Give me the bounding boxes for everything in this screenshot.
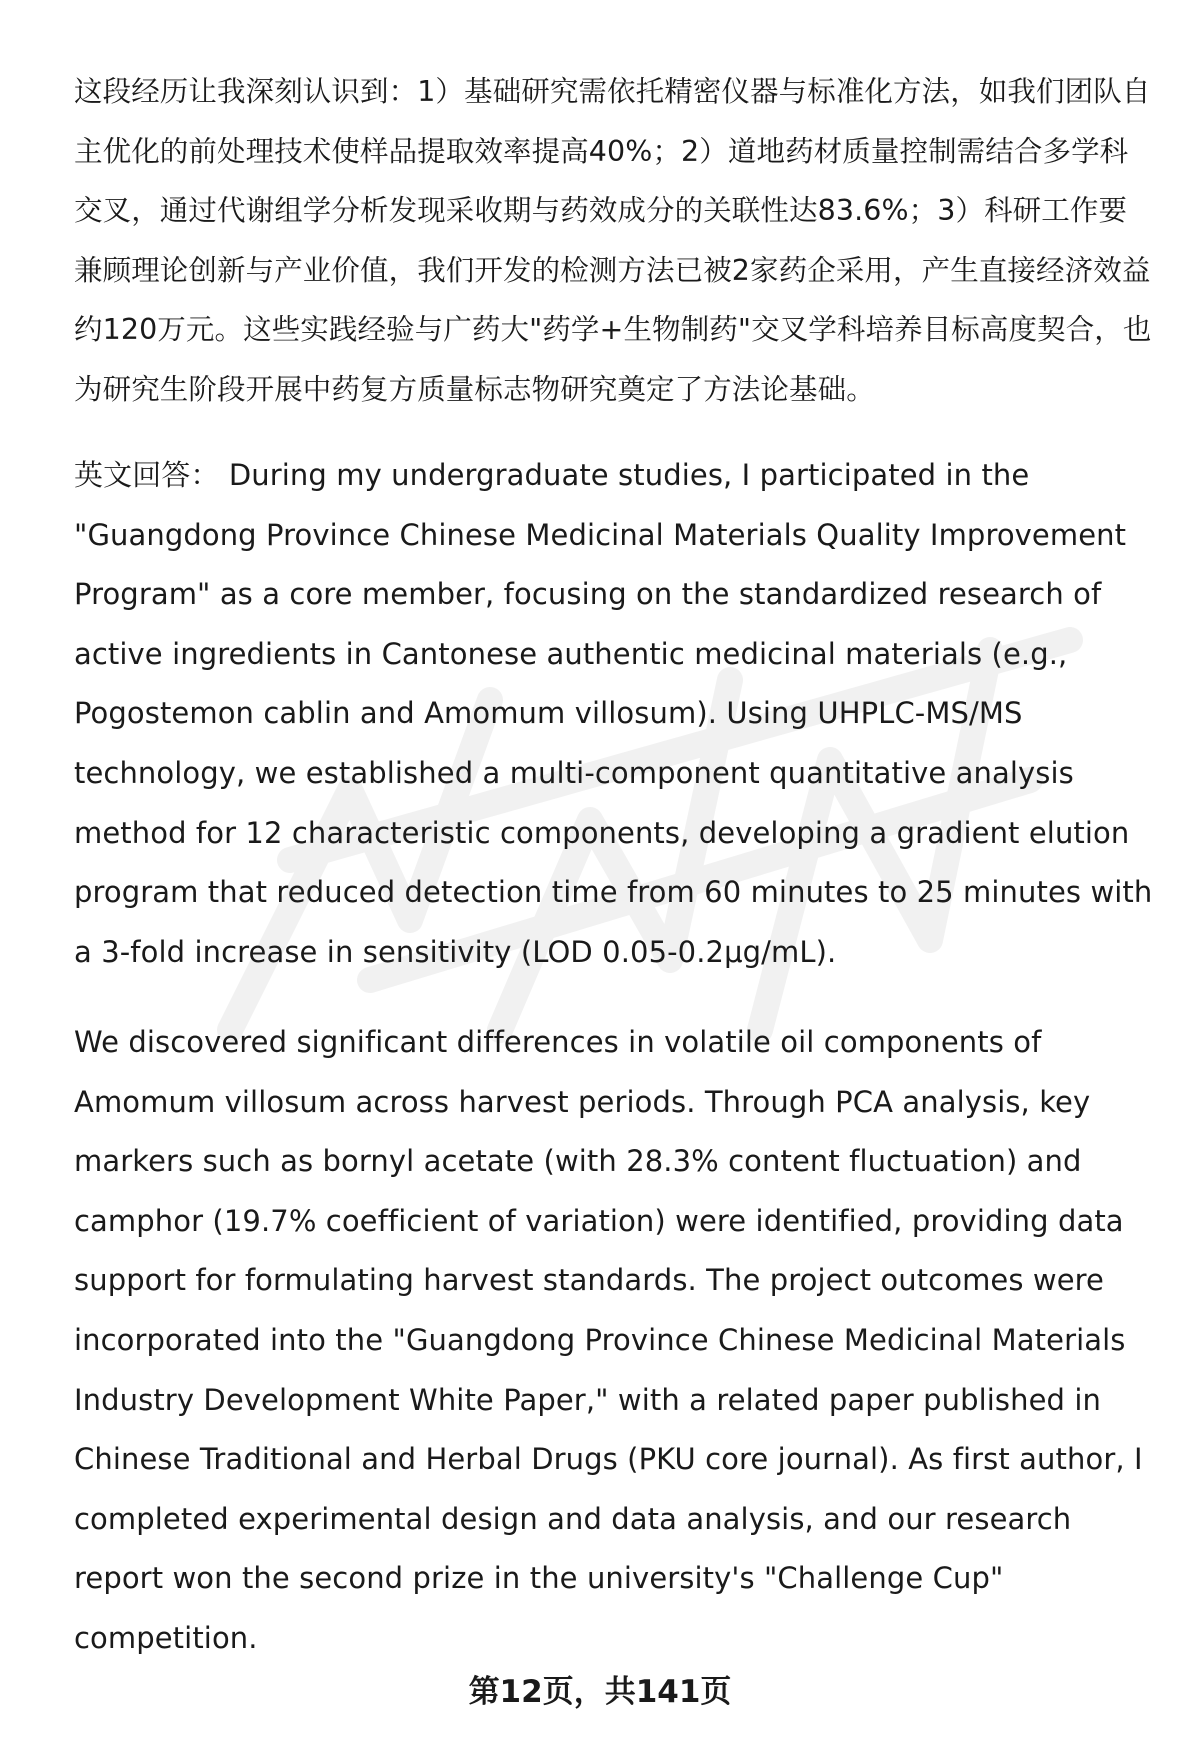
paragraph-research-findings: We discovered significant differences in volatile oil components of Amomum villosum across harvest periods. Through PCA analysis, key markers such as bornyl acetate (with 28.3% content fluctuation) and camphor (19.7% coefficient of variation) were identified, providing data support for formulating harvest standards. The project outcomes were incorporated into the "Guangdong Province Chinese Medicinal Materials Industry Development White Paper," with a related paper published in Chinese Traditional and Herbal Drugs (PKU core journal). As first author, I completed experimental design and data analysis, and our research report won the second prize in the university's "Challenge Cup" competition. — [74, 1025, 1143, 1655]
paragraph-english-answer: 英文回答： During my undergraduate studies, I participated in the "Guangdong Province Chinese Medicinal Materials Quality Improvement Program" as a core member, focusing on the standardized research of active ingredients in Cantonese authentic medicinal materials (e.g., Pogostemon cablin and Amomum villosum). Using UHPLC-MS/MS technology, we established a multi-component quantitative analysis method for 12 characteristic components, developing a gradient elution program that reduced detection time from 60 minutes to 25 minutes with a 3-fold increase in sensitivity (LOD 0.05-0.2μg/mL). — [74, 458, 1153, 969]
paragraph-chinese-summary: 这段经历让我深刻认识到：1）基础研究需依托精密仪器与标准化方法，如我们团队自主优化的前处理技术使样品提取效率提高40%；2）道地药材质量控制需结合多学科交叉，通过代谢组学分析发现采收期与药效成分的关联性达83.6%；3）科研工作要兼顾理论创新与产业价值，我们开发的检测方法已被2家药企采用，产生直接经济效益约120万元。这些实践经验与广药大"药学+生物制药"交叉学科培养目标高度契合，也为研究生阶段开展中药复方质量标志物研究奠定了方法论基础。 — [74, 75, 1152, 406]
page-number-footer: 第12页，共141页 — [468, 1674, 732, 1710]
